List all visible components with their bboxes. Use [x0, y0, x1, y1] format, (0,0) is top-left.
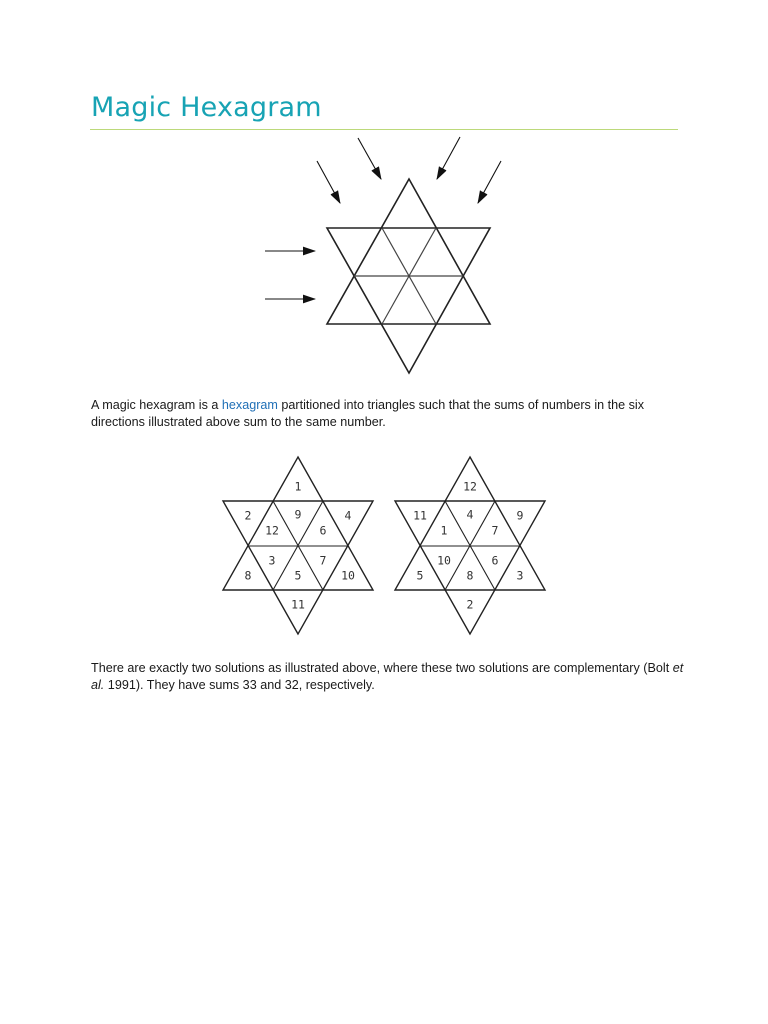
cell-inner-bottom-left: 10: [437, 553, 451, 568]
cell-top: 12: [463, 479, 477, 494]
intro-paragraph: [91, 397, 691, 431]
cell-bottom: 11: [291, 597, 305, 612]
cell-inner-bottom-left: 3: [268, 553, 276, 568]
intro-text-end: partitioned into triangles such that the sums of numbers in the six directions illustrated above sum to the same number.: [91, 398, 645, 429]
cell-lower-left-point: 5: [416, 568, 424, 583]
page-title: Magic Hexagram: [91, 92, 322, 123]
solutions-paragraph: [91, 660, 691, 694]
intro-text-start: A magic hexagram is a: [91, 398, 222, 412]
cell-upper-right-point: 9: [516, 508, 524, 523]
solution-right-diagram: [395, 457, 545, 634]
cell-inner-top-left: 1: [440, 523, 448, 538]
cell-inner-top-right: 6: [319, 523, 327, 538]
cell-inner-bottom-right: 6: [491, 553, 499, 568]
cell-inner-top: 4: [466, 507, 474, 522]
cell-top: 1: [294, 479, 302, 494]
hexagram-inner-lines: [354, 228, 463, 324]
cell-inner-top-right: 7: [491, 523, 499, 538]
cell-upper-right-point: 4: [344, 508, 352, 523]
cell-lower-right-point: 10: [341, 568, 355, 583]
cell-upper-left-point: 2: [244, 508, 252, 523]
cell-lower-right-point: 3: [516, 568, 524, 583]
arrow-icon: [317, 161, 340, 203]
arrow-icon: [478, 161, 501, 203]
citation-italic: et al.: [91, 661, 684, 692]
arrow-icon: [358, 138, 381, 179]
solutions-text-start: There are exactly two solutions as illustrated above, where these two solutions are complementary (Bolt: [91, 661, 673, 675]
solutions-text-end: 1991). They have sums 33 and 32, respectively.: [104, 678, 375, 692]
cell-inner-bottom-right: 7: [319, 553, 327, 568]
cell-lower-left-point: 8: [244, 568, 252, 583]
cell-inner-bottom: 8: [466, 568, 474, 583]
cell-inner-top: 9: [294, 507, 302, 522]
cell-bottom: 2: [466, 597, 474, 612]
cell-inner-top-left: 12: [265, 523, 279, 538]
hexagram-link[interactable]: hexagram: [221, 398, 278, 412]
cell-upper-left-point: 11: [413, 508, 427, 523]
solution-left-diagram: [223, 457, 373, 634]
direction-arrows: [265, 137, 501, 299]
cell-inner-bottom: 5: [294, 568, 302, 583]
arrow-icon: [437, 137, 460, 179]
